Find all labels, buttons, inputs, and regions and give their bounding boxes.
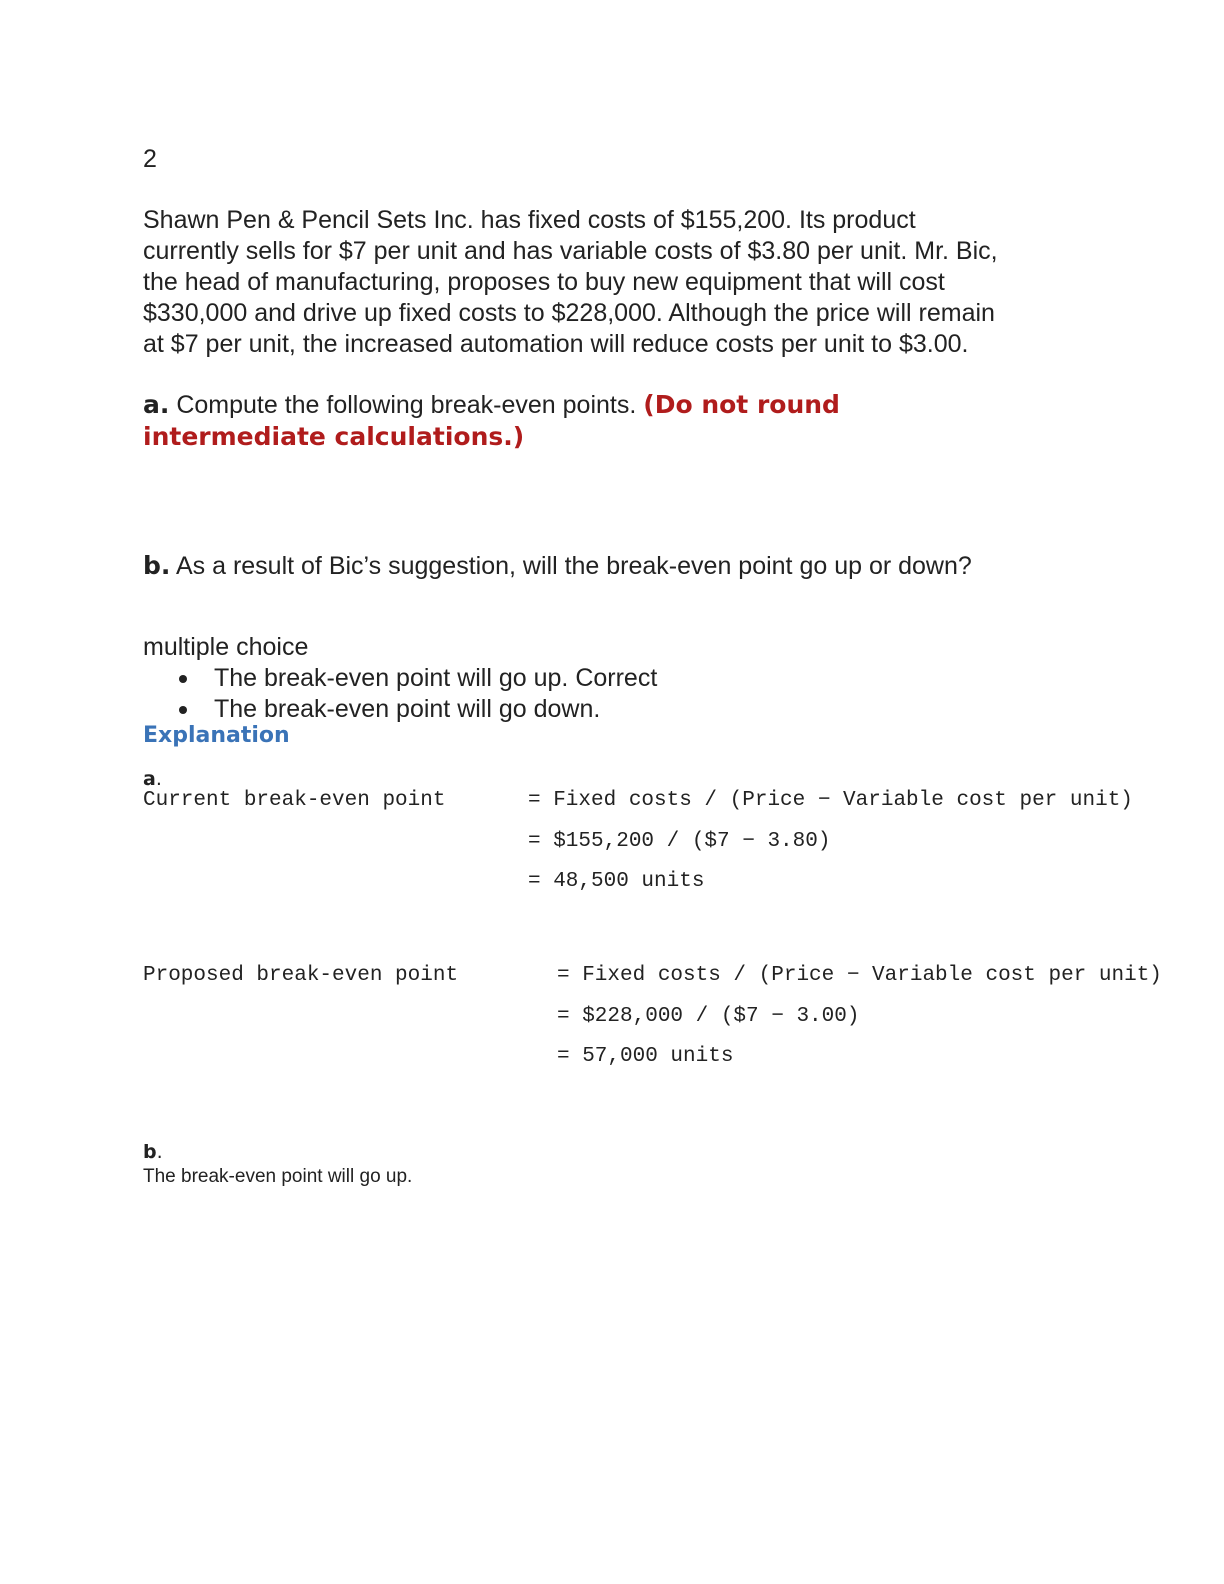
part-b-period: . [156,1141,163,1163]
part-b-answer: The break-even point will go up. [143,1166,413,1187]
choice-list [143,663,657,725]
part-b-prompt [143,550,972,582]
problem-line: Shawn Pen & Pencil Sets Inc. has fixed costs of $155,200. Its product [143,206,916,234]
current-bep-label: Current break-even point [143,789,446,812]
choice-go-down[interactable] [143,694,657,725]
rounding-note-continued: intermediate calculations.) [143,422,525,451]
choice-text: The break-even point will go up. Correct [214,664,658,692]
current-bep-formula: = Fixed costs / (Price − Variable cost per unit) [528,789,1133,812]
explanation-part-a-label [143,768,162,790]
part-a-text: Compute the following break-even points. [169,391,644,419]
bullet-icon [179,706,187,714]
part-a-period: . [155,768,162,790]
part-b-letter: b [143,1141,157,1163]
choice-text: The break-even point will go down. [214,695,601,723]
problem-line: $330,000 and drive up fixed costs to $228,000. Although the price will remain [143,299,995,327]
part-b-label: b. [143,551,171,580]
question-number: 2 [143,145,157,173]
current-bep-result: = 48,500 units [528,870,705,893]
part-a-letter: a [143,768,156,790]
proposed-bep-label: Proposed break-even point [143,964,459,987]
explanation-part-b-label [143,1141,163,1163]
problem-statement [143,205,1083,360]
part-b-text: As a result of Bic’s suggestion, will the break-even point go up or down? [170,552,972,580]
problem-line: currently sells for $7 per unit and has variable costs of $3.80 per unit. Mr. Bic, [143,237,998,265]
proposed-bep-result: = 57,000 units [557,1045,734,1068]
rounding-note: (Do not round [643,390,840,419]
problem-line: the head of manufacturing, proposes to buy new equipment that will cost [143,268,945,296]
part-a-label: a. [143,390,170,419]
multiple-choice-label: multiple choice [143,633,309,661]
explanation-heading: Explanation [143,723,290,748]
proposed-bep-substitution: = $228,000 / ($7 − 3.00) [557,1005,860,1028]
choice-go-up[interactable] [143,663,657,694]
current-bep-substitution: = $155,200 / ($7 − 3.80) [528,830,831,853]
part-a-prompt [143,389,840,453]
proposed-bep-formula: = Fixed costs / (Price − Variable cost per unit) [557,964,1162,987]
problem-line: at $7 per unit, the increased automation will reduce costs per unit to $3.00. [143,330,969,358]
bullet-icon [179,675,187,683]
